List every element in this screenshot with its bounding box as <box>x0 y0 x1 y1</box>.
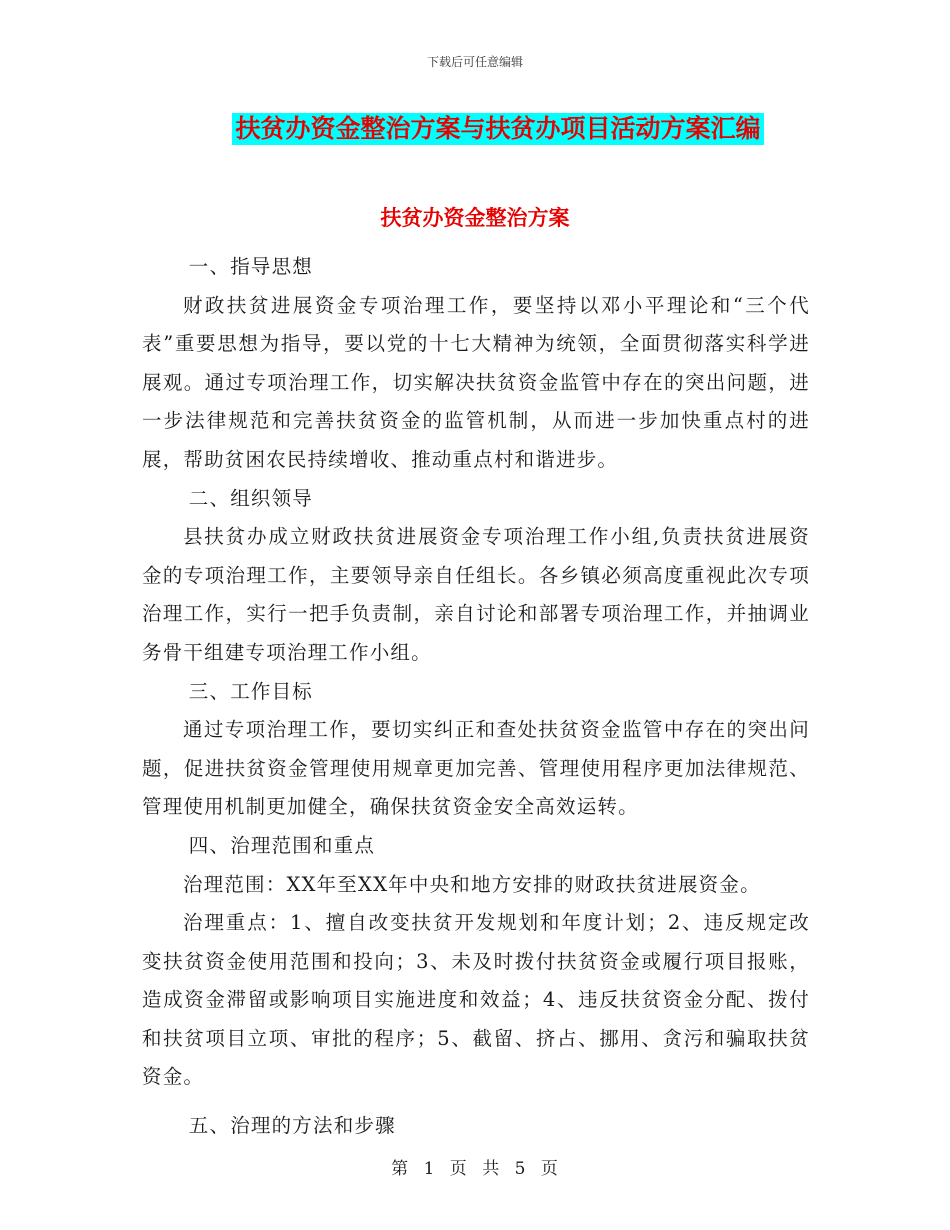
main-title-container <box>0 113 950 145</box>
section-4-paragraph-2: 治理重点：1、擅自改变扶贫开发规划和年度计划；2、违反规定改变扶贫资金使用范围和投向；3、未及时拨付扶贫资金或履行项目报账，造成资金滞留或影响项目实施进度和效益；4、违反扶贫资金分配、拨付和扶贫项目立项、审批的程序；5、截留、挤占、挪用、贪污和骗取扶贫资金。 <box>142 911 810 1089</box>
section-heading-5: 五、治理的方法和步骤 <box>188 1114 396 1138</box>
section-4-paragraph-1: 治理范围：XX年至XX年中央和地方安排的财政扶贫进展资金。 <box>182 872 761 896</box>
header-note: 下载后可任意编辑 <box>426 55 523 69</box>
section-heading-4: 四、治理范围和重点 <box>188 833 376 857</box>
section-heading-3: 三、工作目标 <box>188 679 313 703</box>
section-3-paragraph-1: 通过专项治理工作，要切实纠正和查处扶贫资金监管中存在的突出问题，促进扶贫资金管理使用规章更加完善、管理使用程序更加法律规范、管理使用机制更加健全，确保扶贫资金安全高效运转。 <box>142 718 810 819</box>
section-heading-1: 一、指导思想 <box>188 255 313 278</box>
section-2-paragraph-1: 县扶贫办成立财政扶贫进展资金专项治理工作小组,负责扶贫进展资金的专项治理工作，主要领导亲自任组长。各乡镇必须高度重视此次专项治理工作，实行一把手负责制，亲自讨论和部署专项治理工作，并抽调业务骨干组建专项治理工作小组。 <box>142 525 810 664</box>
sub-title: 扶贫办资金整治方案 <box>380 206 570 230</box>
section-heading-2: 二、组织领导 <box>188 486 313 510</box>
section-1-paragraph-1: 财政扶贫进展资金专项治理工作，要坚持以邓小平理论和“三个代表”重要思想为指导，要以党的十七大精神为统领，全面贯彻落实科学进展观。通过专项治理工作，切实解决扶贫资金监管中存在的突出问题，进一步法律规范和完善扶贫资金的监管机制，从而进一步加快重点村的进展，帮助贫困农民持续增收、推动重点村和谐进步。 <box>142 293 810 471</box>
page-footer: 第 1 页 共 5 页 <box>391 1159 559 1179</box>
document-body <box>142 248 810 1146</box>
main-title: 扶贫办资金整治方案与扶贫办项目活动方案汇编 <box>232 113 763 145</box>
